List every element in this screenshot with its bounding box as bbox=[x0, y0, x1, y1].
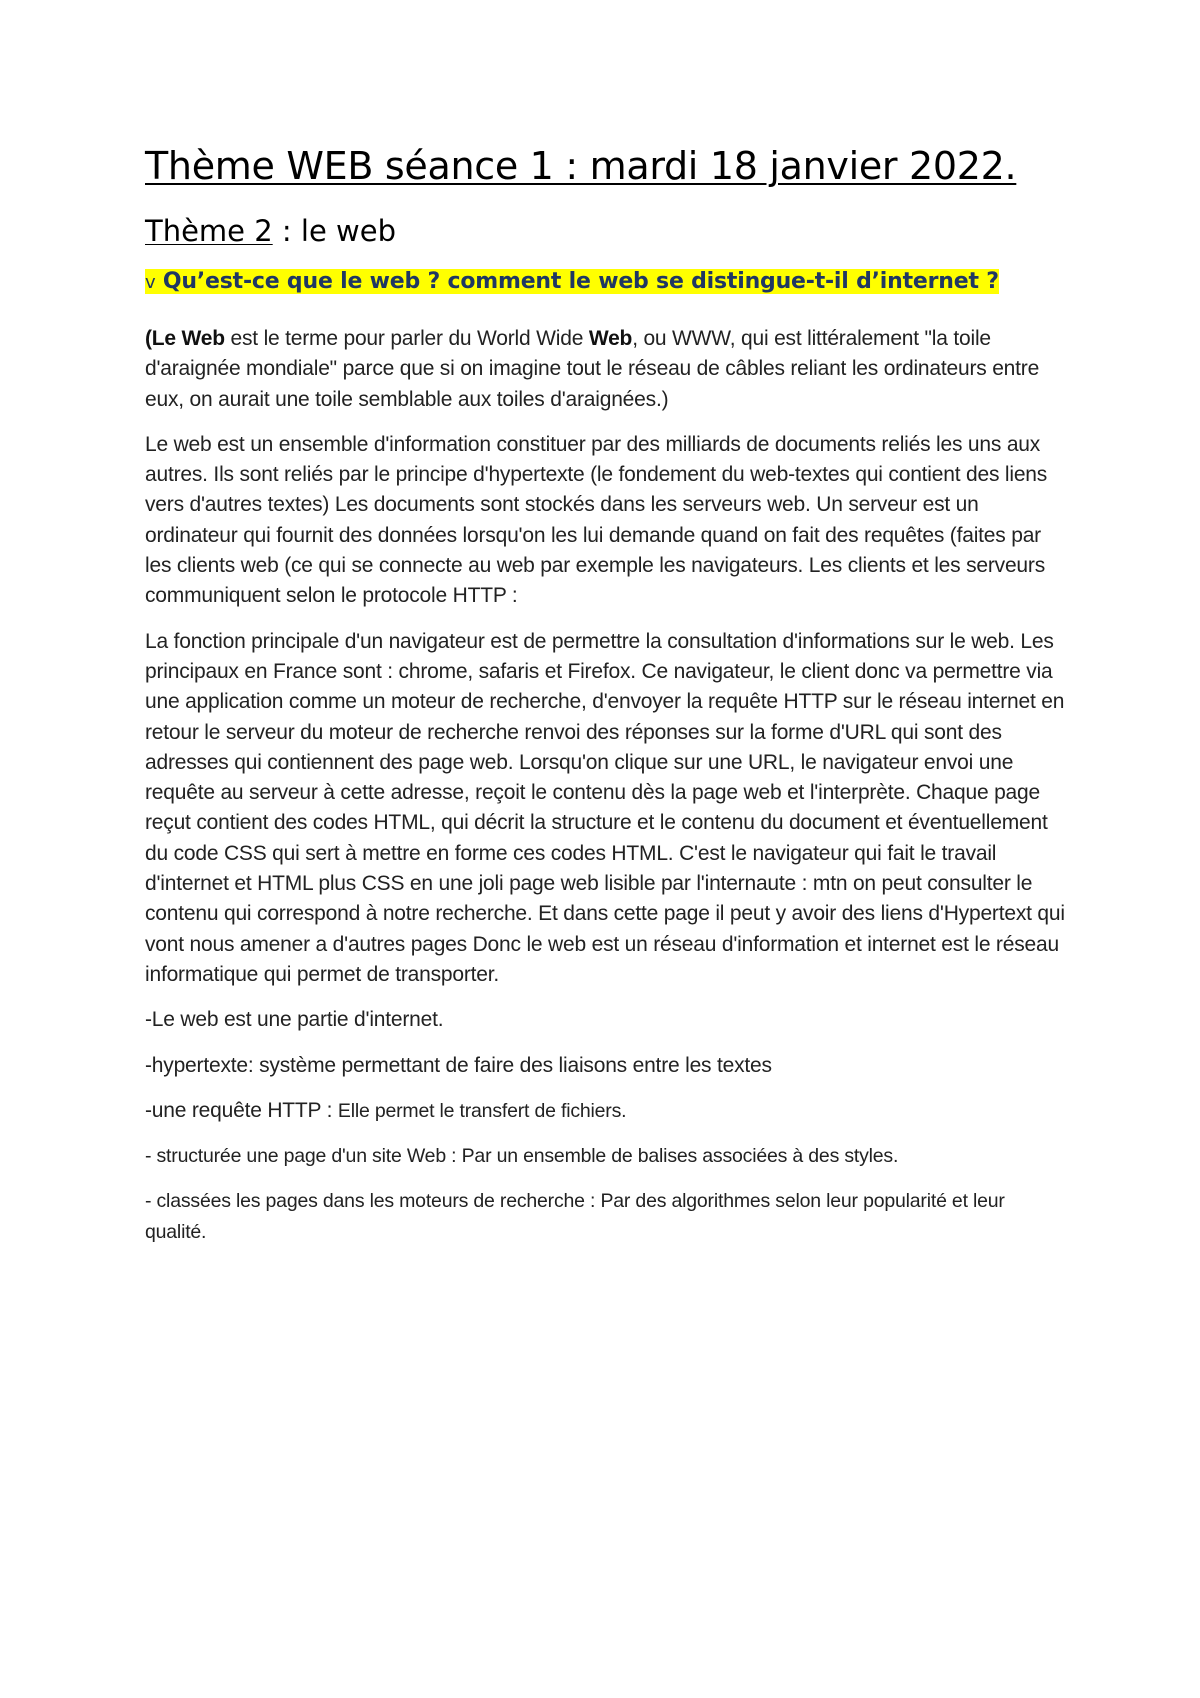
list-item bbox=[145, 1005, 1065, 1035]
list-item-text: - structurée une page d'un site Web : Par un ensemble de balises associées à des styles. bbox=[145, 1145, 899, 1168]
subtitle-theme-label: Thème 2 bbox=[145, 214, 273, 248]
list-item-text: -hypertexte: système permettant de faire des liaisons entre les textes bbox=[145, 1053, 772, 1077]
subtitle-rest: : le web bbox=[272, 214, 396, 248]
section-subtitle bbox=[145, 213, 1065, 249]
intro-bold-le-web: (Le Web bbox=[145, 327, 225, 350]
document-page bbox=[145, 140, 1065, 1247]
document-title: Thème WEB séance 1 : mardi 18 janvier 2022. bbox=[145, 144, 1017, 188]
intro-bold-web: Web bbox=[588, 327, 633, 350]
list-item bbox=[145, 1096, 1065, 1126]
paragraph-web-definition: Le web est un ensemble d'information constituer par des milliards de documents reliés les uns aux autres. Ils sont reliés par le principe d'hypertexte (le fondement du web-textes qui contient des liens vers d'autres textes) Les documents sont stockés dans les serveurs web. Un serveur est un ordinateur qui fournit des données lorsqu'on les lui demande quand on fait des requêtes (faites par les clients web (ce qui se connecte au web par exemple les navigateurs. Les clients et les serveurs communiquent selon le protocole HTTP : bbox=[145, 432, 1048, 608]
list-item-text: -Le web est une partie d'internet. bbox=[145, 1008, 444, 1032]
list-item bbox=[145, 1051, 1065, 1081]
question-text: Qu’est-ce que le web ? comment le web se distingue-t-il d’internet ? bbox=[162, 269, 999, 294]
paragraph-intro bbox=[145, 324, 1065, 415]
paragraph-navigator-function: La fonction principale d'un navigateur est de permettre la consultation d'informations sur le web. Les principaux en France sont : chrome, safaris et Firefox. Ce navigateur, le client donc va permettre via une application comme un moteur de recherche, d'envoyer la requête HTTP sur le réseau internet en retour le serveur du moteur de recherche renvoi des réponses sur la forme d'URL qui sont des adresses qui contiennent des page web. Lorsqu'on clique sur une URL, le navigateur envoi une requête au serveur à cette adresse, reçoit le contenu dès la page web et l'interprète. Chaque page reçut contient des codes HTML, qui décrit la structure et le contenu du document et éventuellement du code CSS qui sert à mettre en forme ces codes HTML. C'est le navigateur qui fait le travail d'internet et HTML plus CSS en une joli page web lisible par l'internaute : mtn on peut consulter le contenu qui correspond à notre recherche. Et dans cette page il peut y avoir des liens d'Hypertext qui vont nous amener a d'autres pages Donc le web est un réseau d'information et internet est le réseau informatique qui permet de transporter. bbox=[145, 629, 1065, 986]
intro-text-part1: est le terme pour parler du World Wide bbox=[224, 327, 589, 350]
bullet-v-icon: v bbox=[145, 272, 156, 293]
list-item bbox=[145, 1141, 1065, 1171]
list-item-text: - classées les pages dans les moteurs de recherche : Par des algorithmes selon leur popularité et leur qualité. bbox=[145, 1190, 1005, 1243]
list-item bbox=[145, 1186, 1065, 1247]
list-item-answer: Elle permet le transfert de fichiers. bbox=[337, 1099, 627, 1122]
list-item-text: -une requête HTTP : bbox=[145, 1098, 338, 1122]
intro-text-part2: , ou WWW, qui est littéralement "la toile d'araignée mondiale" parce que si on imagine tout le réseau de câbles reliant les ordinateurs entre eux, on aurait une toile semblable aux toiles d'araignées.) bbox=[145, 327, 1040, 411]
highlighted-question bbox=[145, 267, 1065, 298]
